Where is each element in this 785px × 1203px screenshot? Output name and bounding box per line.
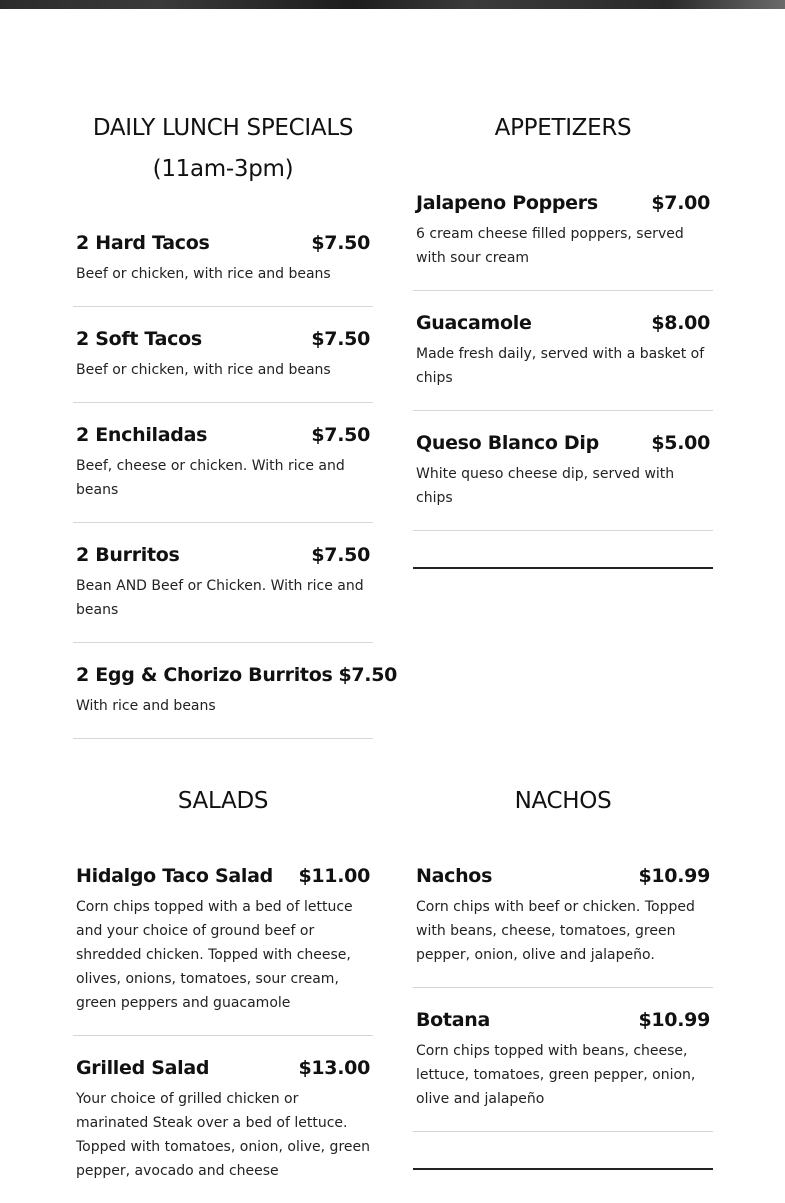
- menu-item: [73, 1036, 373, 1203]
- menu-item: [73, 864, 373, 1036]
- section-divider: [413, 567, 713, 569]
- section-divider: [413, 1168, 713, 1170]
- item-description: Beef or chicken, with rice and beans: [76, 266, 331, 282]
- item-name: Grilled Salad: [76, 1057, 210, 1079]
- menu-list-appetizers: [413, 191, 713, 531]
- item-name: Nachos: [416, 865, 493, 887]
- item-price: $8.00: [651, 312, 710, 334]
- item-description: 6 cream cheese filled poppers, served with sour cream: [416, 226, 684, 266]
- item-name: 2 Burritos: [76, 544, 180, 566]
- menu-item: [73, 403, 373, 523]
- menu-item: [73, 523, 373, 643]
- item-name: Jalapeno Poppers: [416, 192, 598, 214]
- menu-list-nachos: [413, 864, 713, 1132]
- item-description: Beef, cheese or chicken. With rice and beans: [76, 458, 345, 498]
- item-price: $13.00: [298, 1057, 370, 1079]
- section-salads: [73, 781, 373, 1203]
- item-price: $7.50: [338, 664, 398, 686]
- item-description: Corn chips topped with a bed of lettuce and your choice of ground beef or shredded chicken. Topped with cheese, olives, onions, tomatoes, sour cream, green peppers and guacamole: [76, 899, 353, 1011]
- item-description: Bean AND Beef or Chicken. With rice and beans: [76, 578, 364, 618]
- item-description: Made fresh daily, served with a basket of chips: [416, 346, 705, 386]
- item-price: $7.50: [311, 328, 370, 350]
- item-name: 2 Soft Tacos: [76, 328, 202, 350]
- hero-image-strip: [0, 0, 785, 9]
- item-description: White queso cheese dip, served with chips: [416, 466, 675, 506]
- item-name: Queso Blanco Dip: [416, 432, 599, 454]
- item-name: Guacamole: [416, 312, 532, 334]
- menu-item: [413, 291, 713, 411]
- section-nachos: [413, 781, 713, 1170]
- item-description: With rice and beans: [76, 698, 216, 714]
- menu-item: [413, 864, 713, 988]
- menu-item: [73, 307, 373, 403]
- item-price: $11.00: [298, 865, 370, 887]
- item-price: $10.99: [638, 865, 710, 887]
- item-description: Beef or chicken, with rice and beans: [76, 362, 331, 378]
- item-description: Corn chips topped with beans, cheese, lettuce, tomatoes, green pepper, onion, olive and jalapeño: [416, 1043, 696, 1107]
- menu-list-salads: [73, 864, 373, 1203]
- item-price: $7.00: [651, 192, 710, 214]
- item-price: $7.50: [311, 544, 370, 566]
- menu-item: [413, 988, 713, 1132]
- item-name: Hidalgo Taco Salad: [76, 865, 273, 887]
- item-name: 2 Egg & Chorizo Burritos: [76, 664, 333, 686]
- menu-item: [73, 231, 373, 307]
- item-name: 2 Hard Tacos: [76, 232, 210, 254]
- item-description: Your choice of grilled chicken or marinated Steak over a bed of lettuce. Topped with tomatoes, onion, olive, green pepper, avocado and cheese: [76, 1091, 370, 1179]
- item-price: $7.50: [311, 232, 370, 254]
- section-appetizers: [413, 108, 713, 569]
- menu-list-lunch: [73, 231, 398, 739]
- menu-item: [413, 191, 713, 291]
- item-name: 2 Enchiladas: [76, 424, 208, 446]
- item-price: $5.00: [651, 432, 710, 454]
- item-name: Botana: [416, 1009, 490, 1031]
- item-description: Corn chips with beef or chicken. Topped with beans, cheese, tomatoes, green pepper, onion, olive and jalapeño.: [416, 899, 695, 963]
- section-lunch-specials: [73, 108, 398, 739]
- menu-item: [413, 411, 713, 531]
- section-title-lunch: DAILY LUNCH SPECIALS (11am-3pm): [92, 115, 354, 182]
- item-price: $7.50: [311, 424, 370, 446]
- section-title-nachos: NACHOS: [514, 788, 612, 814]
- menu-item: [73, 643, 398, 739]
- section-title-appetizers: APPETIZERS: [494, 115, 632, 141]
- item-price: $10.99: [638, 1009, 710, 1031]
- section-title-salads: SALADS: [177, 788, 269, 814]
